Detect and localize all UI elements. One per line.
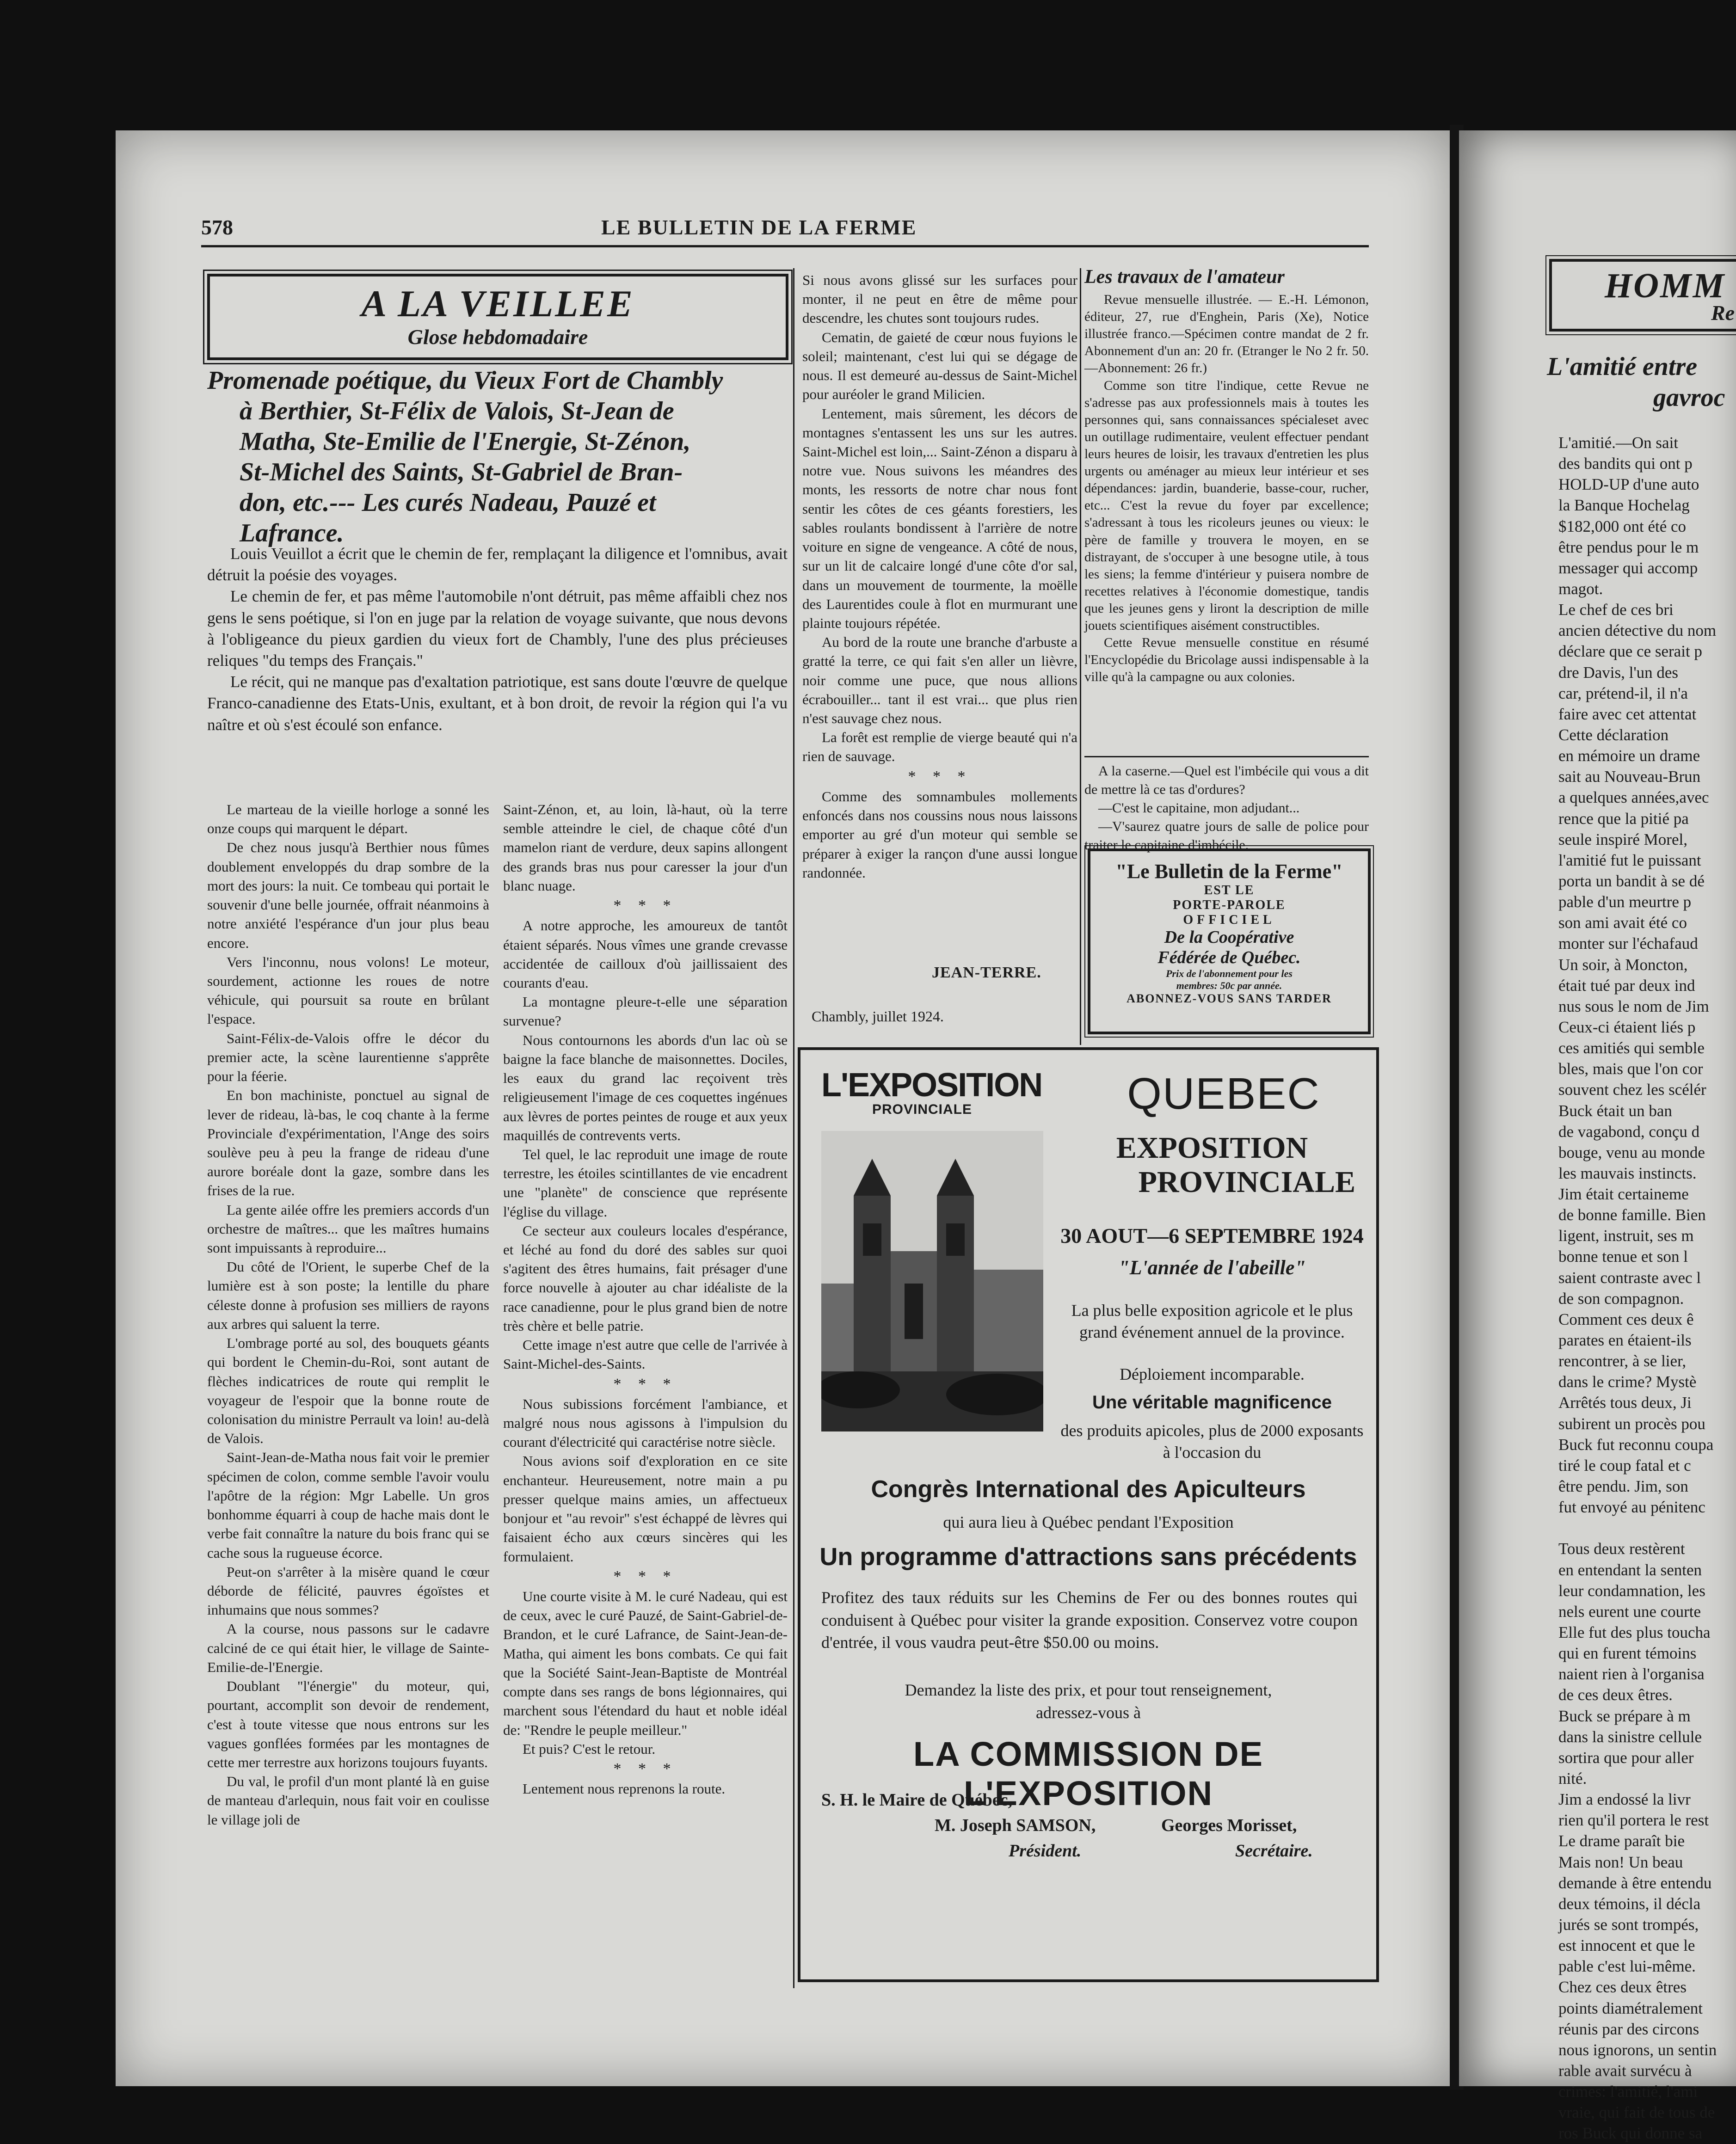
right-page-line: Cette déclaration [1558, 725, 1669, 744]
right-page-line: deux témoins, il décla [1558, 1894, 1701, 1913]
right-page-line: était tué par deux ind [1558, 976, 1695, 995]
exposition-logo [821, 1069, 1043, 1118]
exposition-congres: Congrès International des Apiculteurs [871, 1476, 1306, 1503]
headline-line: à Berthier, St-Félix de Valois, St-Jean de [240, 397, 674, 426]
right-page-line: jurés se sont trompés, [1558, 1915, 1699, 1934]
right-page-line: pable c'est lui-même. [1558, 1957, 1696, 1976]
exposition-description: La plus belle exposition agricole et le plus grand événement annuel de la province. [1071, 1301, 1353, 1341]
bulletin-porte-parole: PORTE-PAROLE [1173, 898, 1286, 912]
right-page-line: a quelques années,avec [1558, 788, 1709, 807]
right-headline-line: gavroc [1653, 383, 1725, 412]
right-page-line: rence que la pitié pa [1558, 809, 1689, 828]
exposition-tagline: "L'année de l'abeille" [1118, 1256, 1306, 1279]
right-page-line: sait au Nouveau-Brun [1558, 768, 1701, 786]
bulletin-coop-line: Fédérée de Québec. [1157, 947, 1301, 967]
right-page-line: nels eurent une courte [1558, 1602, 1701, 1621]
veillee-subtitle: Glose hebdomadaire [407, 325, 588, 349]
right-page-headline [1547, 351, 1736, 413]
paragraph: Et puis? C'est le retour. [523, 1740, 656, 1757]
right-page-line: leur condamnation, les [1558, 1581, 1705, 1600]
exposition-demandez [810, 1679, 1367, 1724]
article-signature: JEAN-TERRE. [932, 964, 1041, 981]
right-page-line: nus sous le nom de Jim [1558, 997, 1709, 1015]
exposition-name-line: EXPOSITION [1116, 1131, 1308, 1165]
paragraph: La gente ailée offre les premiers accords d'un orchestre de maîtres... que les maîtres humains sont impuissants à reproduire... [207, 1201, 489, 1256]
right-page-line: les mauvais instincts. [1558, 1164, 1697, 1182]
paragraph: Nous avions soif d'exploration en ce site enchanteur. Heureusement, notre main a pu presser quelque mains amies, un affectueux bonjour et "au revoir" s'est échappé de lèvres qui faisaient écho aux cœurs sincères qui les formulaient. [503, 1453, 788, 1565]
right-page-line: demande à être entendu [1558, 1874, 1712, 1892]
right-page-line: son ami avait été co [1558, 914, 1687, 932]
right-page-line: $182,000 ont été co [1558, 517, 1687, 535]
exposition-demandez-line: adressez-vous à [1036, 1703, 1141, 1722]
paragraph: —C'est le capitaine, mon adjudant... [1098, 800, 1300, 816]
right-page-line: Un soir, à Moncton, [1558, 955, 1688, 974]
right-page-line: Jim était certaineme [1558, 1185, 1689, 1204]
section-stars: * * * [908, 768, 972, 785]
paragraph: Saint-Zénon, et, au loin, là-haut, où la terre semble atteindre le ciel, de chaque côté d'un mamelon riant de verdure, deux sapins allongent des grands bras nus pour caresser la jour d'un blanc nuage. [503, 801, 788, 894]
paragraph: Nous contournons les abords d'un lac où se baigne la face blanche de maisonnettes. Dociles, les eaux du grand lac reçoivent très religieusement l'image de ces coquettes ingénues aux lèvres de portes peintes de rouge et aux yeux maquillés de contrevents verts. [503, 1032, 788, 1143]
right-page-line: saient contraste avec l [1558, 1268, 1701, 1287]
paragraph: Du côté de l'Orient, le superbe Chef de la lumière est à son poste; la lentille du phare céleste donne à profusion ses milliers de rayons aux arbres qui saluent la terre. [207, 1259, 489, 1332]
divider [1084, 756, 1369, 757]
article-column-3 [802, 270, 1077, 882]
exposition-programme: Un programme d'attractions sans précédents [819, 1543, 1357, 1571]
paragraph: Nous subissions forcément l'ambiance, et malgré nous nous agissons à l'impulsion du courant d'électricité qui caractérise notre siècle. [503, 1395, 788, 1450]
right-page-line: de ces deux êtres. [1558, 1686, 1673, 1704]
exposition-commission: LA COMMISSION DE L'EXPOSITION [913, 1735, 1263, 1812]
right-page-line: crimes: l'amitié, l'ami [1558, 2083, 1698, 2101]
running-head: LE BULLETIN DE LA FERME [601, 215, 917, 239]
right-page-line: subirent un procès pou [1558, 1414, 1705, 1433]
right-page-line: rencontrer, à se lier, [1558, 1352, 1687, 1370]
right-page-line: réunis par des circons [1558, 2020, 1699, 2038]
paragraph: Peut-on s'arrêter à la misère quand le cœur déborde de félicité, pauvres égoïstes et inhumains que nous sommes? [207, 1563, 489, 1618]
amateur-title: Les travaux de l'amateur [1084, 266, 1285, 288]
exposition-maire: S. H. le Maire de Québec, [821, 1790, 1013, 1810]
right-page-line: car, prétend-il, il n'a [1558, 684, 1688, 702]
exposition-secretaire: Secrétaire. [1235, 1841, 1313, 1861]
headline-line: Lafrance. [240, 519, 344, 548]
right-page-line: bouge, venu au monde [1558, 1143, 1705, 1161]
right-page-line: dans le crime? Mystè [1558, 1373, 1697, 1391]
exposition-building-illustration [821, 1131, 1043, 1431]
bulletin-officiel: OFFICIEL [1183, 913, 1275, 927]
paragraph: A la caserne.—Quel est l'imbécile qui vous a dit de mettre là ce tas d'ordures? [1084, 763, 1369, 797]
right-page-line: pable d'un meurtre p [1558, 893, 1692, 911]
right-page-line: fut envoyé au pénitenc [1558, 1498, 1705, 1517]
right-page-line: être pendu. Jim, son [1558, 1477, 1688, 1496]
paragraph: Comme son titre l'indique, cette Revue ne s'adresse pas aux professionnels mais à toutes les personnes qui, sans connaissances spécialeset avec un outillage rudimentaire, veulent effectuer pendant leurs heures de loisir, les travaux d'entretien les plus urgents ou aménager au mieux leur intérieur et ses dépendances: jardin, buanderie, basse-cour, rucher, etc... C'est la revue du foyer par excellence; s'adressant à tous les ricoleurs jeunes ou vieux: le père de famille y trouvera le moyen, en se distrayant, de s'occuper à une besogne utile, à tous les siens; la femme d'intérieur y puisera nombre de recettes relatives à l'économie domestique, tandis que les jeunes gens y liront la description de mille jouets scientifiques aisément constructibles. [1084, 378, 1369, 633]
paragraph: Le récit, qui ne manque pas d'exaltation patriotique, est sans doute l'œuvre de quelque Franco-canadienne des Etats-Unis, exultant, et à bon droit, de revoir la région qui l'a vu naître et où s'est écoulé son enfance. [207, 673, 788, 734]
paragraph: En bon machiniste, ponctuel au signal de lever de rideau, là-bas, le coq chante à la ferme Provinciale d'expérimentation, l'Ange des soirs soulève peu à peu la frange de rideau d'une aurore boréale dont la gaze, sombre dans les frises de la rue. [207, 1087, 489, 1199]
right-page-line: en mémoire un drame [1558, 747, 1700, 765]
section-stars: * * * [613, 1375, 677, 1393]
headline-line: don, etc.--- Les curés Nadeau, Pauzé et [240, 488, 656, 517]
paragraph: La forêt est remplie de vierge beauté qui n'a rien de sauvage. [802, 729, 1077, 765]
exposition-name-line: PROVINCIALE [1138, 1165, 1355, 1199]
right-page-line: la Banque Hochelag [1558, 496, 1690, 515]
right-page-line: ces amitiés qui semble [1558, 1039, 1705, 1057]
bulletin-prix-line: Prix de l'abonnement pour les [1166, 968, 1293, 980]
exposition-lieu: qui aura lieu à Québec pendant l'Exposition [943, 1513, 1234, 1531]
section-stars: * * * [613, 1760, 677, 1777]
header-rule [201, 245, 1369, 247]
article-dateline: Chambly, juillet 1924. [812, 1008, 944, 1025]
right-page-line: est innocent et que le [1558, 1936, 1695, 1955]
paragraph: L'ombrage porté au sol, des bouquets géants qui bordent le Chemin-du-Roi, sont autant de flèches indicatrices de route qui remplit le voyageur de l'espoir que la bonne route de colonisation du ministre Perrault va loin! au-delà de Valois. [207, 1335, 489, 1447]
right-page-line: dre Davis, l'un des [1558, 663, 1679, 682]
exposition-ad [798, 1047, 1379, 1982]
bulletin-title: "Le Bulletin de la Ferme" [1115, 860, 1343, 883]
right-page-line: vraie, qui fait de tous de [1558, 2103, 1715, 2122]
right-page-line: en entendant la senten [1558, 1560, 1702, 1579]
right-page-line: déclare que ce serait p [1558, 642, 1702, 661]
article-intro [207, 543, 788, 736]
exposition-demandez-line: Demandez la liste des prix, et pour tout renseignement, [905, 1681, 1272, 1699]
right-page-line: parates en étaient-ils [1558, 1331, 1692, 1350]
right-page-line: ancien détective du nom [1558, 621, 1717, 640]
paragraph: Saint-Félix-de-Valois offre le décor du premier acte, la scène laurentienne s'apprête pour la féerie. [207, 1030, 489, 1085]
right-page-line: de bonne famille. Bien [1558, 1206, 1706, 1224]
right-page-line: des bandits qui ont p [1558, 455, 1693, 473]
right-page-line: messager qui accomp [1558, 559, 1698, 577]
caserne-anecdote [1084, 756, 1369, 854]
exposition-deploiement: Déploiement incomparable. [1120, 1365, 1305, 1383]
paragraph: Tel quel, le lac reproduit une image de route terrestre, les étoiles scintillantes de vie encadrent une "planète" de conscience que représente l'église du village. [503, 1146, 788, 1220]
exposition-logo-subtext: PROVINCIALE [872, 1102, 973, 1117]
right-page-line: naient rien à l'organisa [1558, 1665, 1705, 1683]
right-page-line: Buck se prépare à m [1558, 1707, 1691, 1725]
amateur-column [1084, 291, 1369, 686]
right-page-line: bonne tenue et son l [1558, 1247, 1688, 1266]
page-number: 578 [201, 215, 233, 239]
exposition-dates: 30 AOUT—6 SEPTEMBRE 1924 [1060, 1224, 1364, 1247]
exposition-taux: Profitez des taux réduits sur les Chemins de Fer ou des bonnes routes qui conduisent à Québec pour visiter la grande exposition. Conservez votre coupon d'entrée, il vous vaudra peut-être $50.00 ou moins. [821, 1588, 1358, 1652]
right-page-line: Ceux-ci étaient liés p [1558, 1018, 1696, 1036]
right-page-line: Arrêtés tous deux, Ji [1558, 1394, 1692, 1412]
right-page-line: Comment ces deux ê [1558, 1310, 1694, 1328]
right-page-line: de son compagnon. [1558, 1289, 1684, 1308]
paragraph: Au bord de la route une branche d'arbuste a gratté la terre, ce qui fait s'en aller un lièvre, noir comme une puce, que nous allions écrabouiller... tant il est vrai... que plus rien n'est sauvage chez nous. [802, 634, 1077, 727]
right-page-line: L'amitié.—On sait [1558, 434, 1679, 452]
right-page-column [1540, 432, 1736, 2144]
exposition-produits: des produits apicoles, plus de 2000 exposants à l'occasion du [1060, 1421, 1364, 1462]
bulletin-prix-line: membres: 50c par année. [1176, 980, 1282, 992]
bulletin-ad-box [1088, 848, 1371, 1034]
exposition-logo-text: L'EXPOSITION [821, 1067, 1042, 1104]
column-rule [793, 268, 794, 1988]
headline-line: St-Michel des Saints, St-Gabriel de Bran- [240, 458, 683, 487]
column-rule [1080, 268, 1081, 1045]
paragraph: A la course, nous passons sur le cadavre calciné de ce qui était hier, le village de Sainte-Emilie-de-l'Energie. [207, 1621, 489, 1675]
right-page-line: Mais non! Un beau [1558, 1853, 1683, 1871]
right-page-line: tiré le coup fatal et c [1558, 1456, 1691, 1474]
paragraph: Si nous avons glissé sur les surfaces pour monter, il ne peut en être de même pour descendre, les chutes sont toujours rudes. [802, 272, 1077, 326]
article-headline [207, 365, 788, 548]
exposition-president: Président. [1009, 1841, 1082, 1861]
right-page-line: de vagabond, conçu d [1558, 1122, 1700, 1141]
paragraph: Saint-Jean-de-Matha nous fait voir le premier spécimen de colon, comme semble l'avoir voulu l'apôtre de la région: Mgr Labelle. Un gros bonhomme équarri à coup de hache mais dont le verbe fait connaître la nature du bois franc qui se cache sous la rugueuse écorce. [207, 1449, 489, 1561]
paragraph: —V'saurez quatre jours de salle de police pour traiter le capitaine d'imbécile. [1084, 818, 1369, 853]
bulletin-est-le: EST LE [1204, 883, 1255, 897]
right-page-title: HOMM [1605, 266, 1726, 305]
paragraph: Cette Revue mensuelle constitue en résumé l'Encyclopédie du Bricolage aussi indispensable à la ville qu'à la campagne ou aux colonies. [1084, 635, 1369, 685]
exposition-samson: M. Joseph SAMSON, [935, 1816, 1096, 1835]
bulletin-coop-line: De la Coopérative [1164, 928, 1294, 947]
veillee-title: A LA VEILLEE [361, 283, 634, 325]
paragraph: Doublant "l'énergie" du moteur, qui, pourtant, accomplit son devoir de rendement, c'est à toute vitesse que nous entrons sur les vagues gonflées formées par les montagnes de cette mer terrestre aux horizons toujours fuyants. [207, 1678, 489, 1770]
right-page-line: rien qu'il portera le rest [1558, 1811, 1709, 1830]
paragraph: Revue mensuelle illustrée. — E.-H. Lémonon, éditeur, 27, rue d'Enghein, Paris (Xe), Notice illustrée franco.—Spécimen contre mandat de 2 fr. Abonnement d'un an: 20 fr. (Etranger le No 2 fr. 50.—Abonnement: 26 fr.) [1084, 292, 1369, 376]
right-page-line: l'amitié fut le puissant [1558, 851, 1701, 869]
right-page-line [1540, 1517, 1736, 1538]
paragraph: Vers l'inconnu, nous volons! Le moteur, sourdement, actionne les roues de notre véhicule, qui poursuit sa route en brûlant l'espace. [207, 953, 489, 1027]
right-page-line: Buck était un ban [1558, 1101, 1672, 1120]
paragraph: Cette image n'est autre que celle de l'arrivée à Saint-Michel-des-Saints. [503, 1337, 788, 1372]
right-page-line: Chez ces deux êtres [1558, 1978, 1687, 1997]
right-page-line: souvent chez les scélér [1558, 1081, 1706, 1099]
right-page-line: dans la sinistre cellule [1558, 1727, 1702, 1746]
right-page-line: porta un bandit à se dé [1558, 872, 1705, 890]
right-page-line: nité. [1558, 1769, 1587, 1788]
paragraph: La montagne pleure-t-elle une séparation survenue? [503, 994, 788, 1029]
paragraph: A notre approche, les amoureux de tantôt étaient séparés. Nous vîmes une grande crevasse accidentée de cailloux d'où jaillissaient des courants d'eau. [503, 917, 788, 991]
paragraph: Le marteau de la vieille horloge a sonné les onze coups qui marquent le départ. [207, 801, 489, 837]
right-page-line: bles, mais que l'on cor [1558, 1060, 1703, 1078]
right-page-line: Buck fut reconnu coupa [1558, 1435, 1714, 1454]
paragraph: Lentement, mais sûrement, les décors de montagnes s'entassent les uns sur les autres. Saint-Michel est loin,... Saint-Zénon a disparu à notre vue. Nous suivons les méandres des monts, les ressorts de notre char nous font sentir les côtes de ces géants forestiers, les sables roulants bondissent à l'arrière de notre voiture en signe de vengeance. A côté de nous, sur un lit de calcaire longé d'une côte d'or sal, dans un mouvement de tourmente, la moëlle des Laurentides coule à flot en murmurant une plainte toujours répétée. [802, 405, 1077, 631]
article-column-2 [503, 800, 788, 1798]
right-page-line: Le chef de ces bri [1558, 601, 1674, 619]
veillee-title-box [207, 274, 788, 360]
right-page-line: qui en furent témoins [1558, 1644, 1697, 1663]
paragraph: Ce secteur aux couleurs locales d'espérance, et léché au fond du doré des sables sur quoi s'agitent des êtres humains, fait présager d'une force nouvelle à ajouter au char idéaliste de la race canadienne, pour le plus grand bien de notre très chère et belle patrie. [503, 1222, 788, 1334]
right-page-line: Elle fut des plus toucha [1558, 1623, 1711, 1642]
article-column-1 [207, 800, 489, 1829]
right-page-line: points diamétralement [1558, 1999, 1703, 2017]
paragraph: Du val, le profil d'un mont planté là en guise de manteau d'arlequin, nous fait voir en coulisse le village joli de [207, 1773, 489, 1828]
right-page-line: seule inspiré Morel, [1558, 830, 1687, 848]
paragraph: Louis Veuillot a écrit que le chemin de fer, remplaçant la diligence et l'omnibus, avait détruit la poésie des voyages. [207, 545, 788, 584]
right-page-line: Le drame paraît bie [1558, 1832, 1685, 1850]
right-page-line: ros Buck qui donne sa [1558, 2124, 1703, 2143]
right-page-line: nous ignorons, un sentin [1558, 2040, 1717, 2059]
right-page-line: Tous deux restèrent [1558, 1540, 1685, 1558]
paragraph: Cematin, de gaieté de cœur nous fuyions le soleil; maintenant, c'est lui qui se dégage de nous. Il est demeuré au-dessus de Saint-Michel pour auréoler le grand Milicien. [802, 329, 1077, 403]
right-page-line: être pendus pour le m [1558, 538, 1699, 556]
bulletin-abonnez: ABONNEZ-VOUS SANS TARDER [1127, 992, 1332, 1006]
exposition-name [1059, 1131, 1365, 1199]
right-page-subtitle: Re [1711, 301, 1735, 325]
headline-line: Matha, Ste-Emilie de l'Energie, St-Zénon, [240, 427, 691, 456]
right-page-line: HOLD-UP d'une auto [1558, 475, 1699, 494]
paragraph: Une courte visite à M. le curé Nadeau, qui est de ceux, avec le curé Pauzé, de Saint-Gabriel-de-Brandon, et le curé Lafrance, de Saint-Jean-de-Matha, qui aiment les bons combats. Ce qui fait que la Société Saint-Jean-Baptiste de Montréal compte dans ses rangs de bons légionnaires, qui marchent sous l'étendard du haut et noble idéal de: "Rendre le peuple meilleur." [503, 1588, 788, 1738]
right-page-line: monter sur l'échafaud [1558, 934, 1698, 953]
exposition-magnificence: Une véritable magnificence [1092, 1392, 1332, 1413]
right-page-line: ligent, instruit, ses m [1558, 1227, 1694, 1245]
right-headline-line: L'amitié entre [1547, 352, 1698, 381]
right-page-line: faire avec cet attentat [1558, 705, 1697, 723]
right-page-line: magot. [1558, 579, 1603, 598]
headline-line: Promenade poétique, du Vieux Fort de Chambly [207, 366, 723, 395]
paragraph: Le chemin de fer, et pas même l'automobile n'ont détruit, pas même affaibli chez nos gens le sens poétique, si l'on en juge par la relation de voyage suivante, que nous devons à l'obligeance du pieux gardien du vieux fort de Chambly, l'une des plus précieuses reliques "du temps des Français." [207, 587, 788, 670]
exposition-quebec: QUEBEC [1127, 1069, 1320, 1118]
section-stars: * * * [613, 1567, 677, 1585]
paragraph: Comme des somnambules mollements enfoncés dans nos coussins nous nous laissons emporter au gré d'un moteur qui semble se préparer à exiger la rançon d'une aussi longue randonnée. [802, 788, 1077, 881]
exposition-morisset: Georges Morisset, [1161, 1816, 1297, 1835]
right-page-line: sortira que pour aller [1558, 1748, 1694, 1767]
right-page-line: rable avait survécu à [1558, 2061, 1692, 2080]
paragraph: Lentement nous reprenons la route. [523, 1781, 726, 1797]
section-stars: * * * [613, 897, 677, 915]
right-page-line: Jim a endossé la livr [1558, 1790, 1691, 1809]
paragraph: De chez nous jusqu'à Berthier nous fûmes doublement enveloppés du drap sombre de la mort des jours: la nuit. Ce tombeau qui portait le souvenir d'une belle journée, offrait néanmoins à notre anxiété l'espérance d'un jour plus beau encore. [207, 839, 489, 951]
